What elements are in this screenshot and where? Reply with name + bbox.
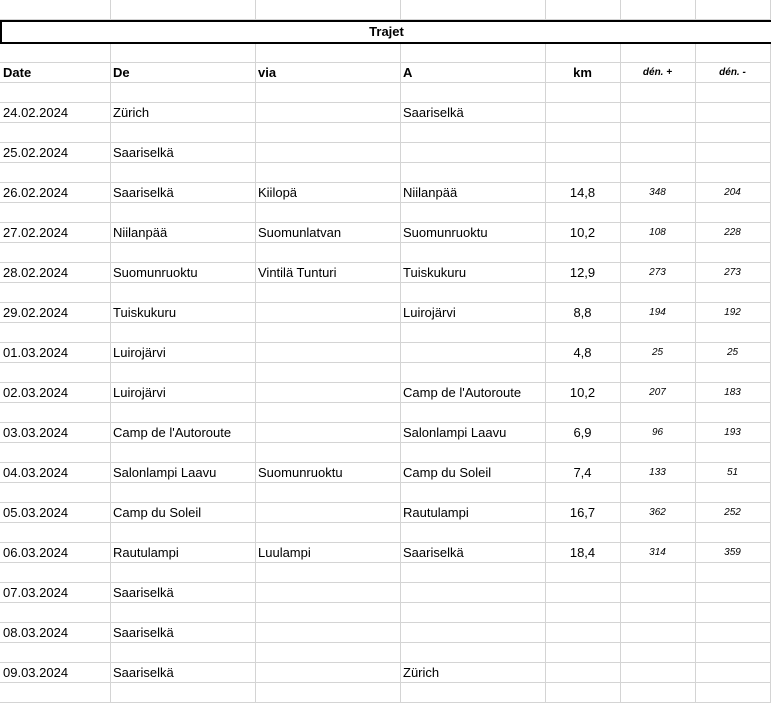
cell-to[interactable]: [400, 143, 545, 163]
cell-via[interactable]: [255, 343, 400, 363]
cell-elevation-loss[interactable]: [695, 143, 770, 163]
cell-elevation-loss[interactable]: 51: [726, 467, 739, 478]
cell-via[interactable]: [255, 143, 400, 163]
cell-date[interactable]: 06.03.2024: [3, 545, 69, 560]
cell-km[interactable]: 10,2: [569, 225, 596, 240]
cell-from[interactable]: Camp du Soleil: [113, 505, 202, 520]
cell-to[interactable]: Zürich: [403, 665, 440, 680]
header-km[interactable]: km: [573, 65, 592, 80]
cell-elevation-gain[interactable]: 194: [649, 307, 666, 318]
cell-date[interactable]: 02.03.2024: [3, 385, 69, 400]
cell-to[interactable]: Camp de l'Autoroute: [403, 385, 522, 400]
header-elevation-gain[interactable]: dén. +: [642, 67, 673, 78]
cell-via[interactable]: [255, 303, 400, 323]
cell-elevation-loss[interactable]: 192: [724, 307, 741, 318]
cell-date[interactable]: 28.02.2024: [3, 265, 69, 280]
cell-elevation-loss[interactable]: 25: [726, 347, 739, 358]
cell-from[interactable]: Rautulampi: [113, 545, 179, 560]
cell-elevation-loss[interactable]: 228: [724, 227, 741, 238]
cell-km[interactable]: 4,8: [573, 345, 592, 360]
cell-via[interactable]: [255, 383, 400, 403]
cell-km[interactable]: [545, 143, 620, 163]
cell-km[interactable]: 8,8: [573, 305, 592, 320]
cell-from[interactable]: Suomunruoktu: [113, 265, 198, 280]
cell-date[interactable]: 27.02.2024: [3, 225, 69, 240]
cell-date[interactable]: 05.03.2024: [3, 505, 69, 520]
sheet-title: Trajet: [369, 24, 404, 39]
cell-km[interactable]: [545, 623, 620, 643]
cell-to[interactable]: Salonlampi Laavu: [403, 425, 507, 440]
cell-from[interactable]: Zürich: [113, 105, 150, 120]
cell-to[interactable]: Tuiskukuru: [403, 265, 467, 280]
cell-to[interactable]: Rautulampi: [403, 505, 469, 520]
cell-elevation-gain[interactable]: [620, 583, 695, 603]
cell-date[interactable]: 08.03.2024: [3, 625, 69, 640]
cell-to[interactable]: [400, 623, 545, 643]
cell-date[interactable]: 07.03.2024: [3, 585, 69, 600]
cell-elevation-loss[interactable]: [695, 583, 770, 603]
cell-via[interactable]: [255, 103, 400, 123]
cell-date[interactable]: 24.02.2024: [3, 105, 69, 120]
cell-via[interactable]: [255, 583, 400, 603]
cell-via[interactable]: [255, 423, 400, 443]
cell-from[interactable]: Tuiskukuru: [113, 305, 177, 320]
title-cell[interactable]: [0, 20, 771, 44]
cell-from[interactable]: Salonlampi Laavu: [113, 465, 217, 480]
cell-date[interactable]: 04.03.2024: [3, 465, 69, 480]
cell-date[interactable]: 01.03.2024: [3, 345, 69, 360]
cell-via[interactable]: Suomunruoktu: [258, 465, 343, 480]
cell-from[interactable]: Saariselkä: [113, 145, 174, 160]
header-via[interactable]: via: [258, 65, 277, 80]
cell-elevation-gain[interactable]: 314: [649, 547, 666, 558]
cell-via[interactable]: Vintilä Tunturi: [258, 265, 337, 280]
cell-elevation-gain[interactable]: 362: [649, 507, 666, 518]
cell-from[interactable]: Luirojärvi: [113, 345, 166, 360]
cell-to[interactable]: Camp du Soleil: [403, 465, 492, 480]
cell-km[interactable]: 10,2: [569, 385, 596, 400]
cell-km[interactable]: 18,4: [569, 545, 596, 560]
cell-via[interactable]: [255, 623, 400, 643]
cell-km[interactable]: 14,8: [569, 185, 596, 200]
cell-elevation-loss[interactable]: [695, 663, 770, 683]
cell-km[interactable]: [545, 663, 620, 683]
header-to[interactable]: A: [403, 65, 413, 80]
cell-elevation-loss[interactable]: 273: [724, 267, 741, 278]
cell-from[interactable]: Saariselkä: [113, 585, 174, 600]
cell-elevation-loss[interactable]: 252: [724, 507, 741, 518]
cell-elevation-loss[interactable]: [695, 103, 770, 123]
cell-elevation-gain[interactable]: [620, 623, 695, 643]
cell-km[interactable]: 16,7: [569, 505, 596, 520]
cell-km[interactable]: [545, 583, 620, 603]
cell-elevation-gain[interactable]: 108: [649, 227, 666, 238]
cell-via[interactable]: Luulampi: [258, 545, 311, 560]
header-elevation-loss[interactable]: dén. -: [719, 67, 746, 78]
cell-elevation-gain[interactable]: [620, 143, 695, 163]
cell-to[interactable]: Luirojärvi: [403, 305, 456, 320]
cell-from[interactable]: Luirojärvi: [113, 385, 166, 400]
cell-elevation-loss[interactable]: 204: [724, 187, 741, 198]
cell-km[interactable]: 6,9: [573, 425, 592, 440]
header-date[interactable]: Date: [3, 65, 32, 80]
cell-elevation-gain[interactable]: 273: [649, 267, 666, 278]
cell-to[interactable]: [400, 583, 545, 603]
cell-via[interactable]: Suomunlatvan: [258, 225, 342, 240]
cell-elevation-gain[interactable]: 348: [649, 187, 666, 198]
cell-date[interactable]: 03.03.2024: [3, 425, 69, 440]
cell-elevation-gain[interactable]: 96: [651, 427, 664, 438]
cell-to[interactable]: Niilanpää: [403, 185, 458, 200]
cell-elevation-loss[interactable]: [695, 623, 770, 643]
cell-elevation-gain[interactable]: 133: [649, 467, 666, 478]
cell-date[interactable]: 26.02.2024: [3, 185, 69, 200]
cell-via[interactable]: Kiilopä: [258, 185, 298, 200]
cell-elevation-loss[interactable]: 183: [724, 387, 741, 398]
cell-elevation-gain[interactable]: [620, 663, 695, 683]
cell-from[interactable]: Camp de l'Autoroute: [113, 425, 232, 440]
cell-km[interactable]: [545, 103, 620, 123]
cell-from[interactable]: Niilanpää: [113, 225, 168, 240]
cell-from[interactable]: Saariselkä: [113, 665, 174, 680]
cell-via[interactable]: [255, 503, 400, 523]
cell-to[interactable]: Saariselkä: [403, 545, 464, 560]
cell-elevation-gain[interactable]: [620, 103, 695, 123]
cell-elevation-gain[interactable]: 25: [651, 347, 664, 358]
cell-elevation-gain[interactable]: 207: [649, 387, 666, 398]
cell-from[interactable]: Saariselkä: [113, 625, 174, 640]
cell-date[interactable]: 09.03.2024: [3, 665, 69, 680]
cell-elevation-loss[interactable]: 359: [724, 547, 741, 558]
cell-elevation-loss[interactable]: 193: [724, 427, 741, 438]
cell-to[interactable]: Saariselkä: [403, 105, 464, 120]
cell-to[interactable]: Suomunruoktu: [403, 225, 488, 240]
cell-km[interactable]: 7,4: [573, 465, 592, 480]
cell-date[interactable]: 29.02.2024: [3, 305, 69, 320]
cell-km[interactable]: 12,9: [569, 265, 596, 280]
header-from[interactable]: De: [113, 65, 130, 80]
cell-via[interactable]: [255, 663, 400, 683]
cell-to[interactable]: [400, 343, 545, 363]
cell-date[interactable]: 25.02.2024: [3, 145, 69, 160]
cell-from[interactable]: Saariselkä: [113, 185, 174, 200]
